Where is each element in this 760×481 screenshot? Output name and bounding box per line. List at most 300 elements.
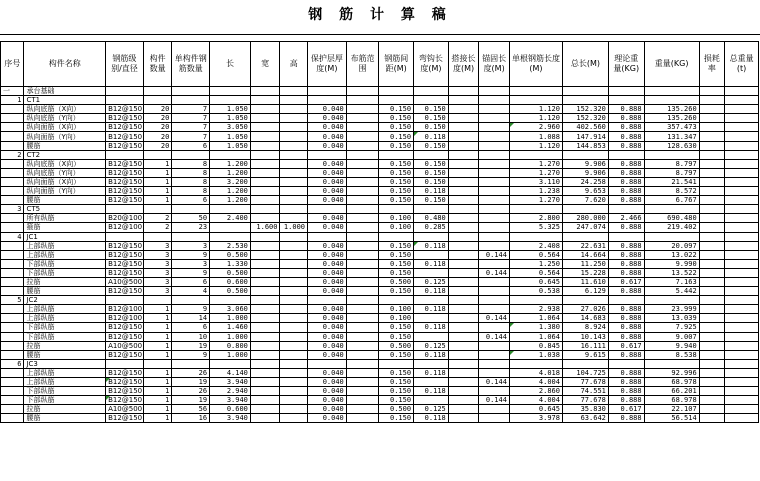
column-header: 高	[280, 42, 308, 87]
table-cell	[509, 296, 562, 305]
table-cell	[106, 205, 144, 214]
table-cell	[479, 87, 510, 96]
table-cell	[346, 250, 379, 259]
table-cell	[250, 241, 280, 250]
table-cell: 0.617	[608, 405, 644, 414]
table-cell	[250, 287, 280, 296]
table-cell: 1	[143, 387, 172, 396]
table-cell	[346, 187, 379, 196]
table-cell: 8.924	[562, 323, 608, 332]
table-cell	[379, 205, 414, 214]
table-cell	[479, 368, 510, 377]
table-row	[1, 277, 759, 286]
table-cell: 1.050	[210, 132, 251, 141]
table-cell	[106, 96, 144, 105]
table-cell: 0.150	[379, 323, 414, 332]
table-cell: 纵向面筋（X向）	[24, 123, 106, 132]
table-cell	[448, 168, 479, 177]
table-cell	[608, 150, 644, 159]
table-cell: 0.040	[308, 168, 347, 177]
table-cell: 0.118	[414, 132, 449, 141]
table-cell: 27.026	[562, 305, 608, 314]
table-cell	[725, 187, 759, 196]
table-cell	[479, 132, 510, 141]
table-cell	[250, 296, 280, 305]
table-cell	[725, 323, 759, 332]
table-cell: 26	[172, 368, 210, 377]
table-cell: 1.200	[210, 187, 251, 196]
table-cell: 23	[172, 223, 210, 232]
table-cell: 0.150	[379, 378, 414, 387]
table-cell: 4	[172, 287, 210, 296]
table-cell	[250, 87, 280, 96]
table-row	[1, 114, 759, 123]
table-cell	[699, 268, 725, 277]
table-cell	[172, 150, 210, 159]
table-cell	[699, 287, 725, 296]
table-cell	[725, 250, 759, 259]
table-cell	[699, 223, 725, 232]
table-cell: 8.572	[644, 187, 699, 196]
table-cell	[479, 223, 510, 232]
table-row	[1, 187, 759, 196]
table-cell	[448, 296, 479, 305]
column-header: 宽	[250, 42, 280, 87]
table-cell	[699, 405, 725, 414]
table-cell: 0.150	[379, 250, 414, 259]
table-cell: 1.380	[509, 323, 562, 332]
table-cell	[479, 359, 510, 368]
table-cell	[479, 105, 510, 114]
table-cell: 上部纵筋	[24, 241, 106, 250]
table-cell	[725, 214, 759, 223]
table-cell	[644, 87, 699, 96]
rebar-calc-table	[0, 41, 759, 423]
table-cell	[699, 132, 725, 141]
table-cell	[479, 187, 510, 196]
table-cell	[699, 150, 725, 159]
table-cell	[250, 105, 280, 114]
table-cell	[699, 341, 725, 350]
table-cell	[346, 214, 379, 223]
table-cell: 56	[172, 405, 210, 414]
table-cell: 0.150	[379, 187, 414, 196]
table-cell: 1	[143, 378, 172, 387]
table-cell: 2.940	[210, 387, 251, 396]
table-cell	[448, 259, 479, 268]
table-cell	[250, 196, 280, 205]
table-cell: 0.500	[379, 341, 414, 350]
table-cell	[250, 141, 280, 150]
table-cell	[172, 205, 210, 214]
table-cell	[172, 87, 210, 96]
table-cell	[250, 359, 280, 368]
table-cell: A10@500	[106, 277, 144, 286]
table-cell: 0.118	[414, 350, 449, 359]
table-cell	[479, 296, 510, 305]
table-cell	[172, 232, 210, 241]
table-cell: 9	[172, 305, 210, 314]
table-cell	[346, 196, 379, 205]
column-header: 单根钢筋长度(M)	[509, 42, 562, 87]
table-cell	[448, 378, 479, 387]
table-cell: 0.040	[308, 177, 347, 186]
table-cell: B12@150	[106, 141, 144, 150]
table-cell	[448, 268, 479, 277]
table-cell: 1.460	[210, 323, 251, 332]
table-cell: 8	[172, 159, 210, 168]
table-cell	[562, 150, 608, 159]
table-cell: 0.888	[608, 287, 644, 296]
table-cell: 19	[172, 341, 210, 350]
table-cell	[280, 114, 308, 123]
table-cell: 9.007	[644, 332, 699, 341]
table-cell: 所有纵筋	[24, 214, 106, 223]
table-cell: B12@150	[106, 332, 144, 341]
table-cell	[448, 205, 479, 214]
table-cell	[725, 123, 759, 132]
table-cell: 219.402	[644, 223, 699, 232]
table-cell	[346, 141, 379, 150]
table-cell	[1, 123, 24, 132]
table-cell: 纵向底筋（Y向）	[24, 114, 106, 123]
table-cell	[1, 368, 24, 377]
table-cell	[250, 414, 280, 423]
table-cell: 下部纵筋	[24, 268, 106, 277]
table-cell: 0.888	[608, 196, 644, 205]
table-cell: 1	[143, 350, 172, 359]
table-row	[1, 177, 759, 186]
table-cell: 1	[143, 314, 172, 323]
table-cell: 1.330	[210, 259, 251, 268]
table-cell	[479, 177, 510, 186]
table-cell: 3	[143, 268, 172, 277]
table-cell	[210, 150, 251, 159]
table-cell	[699, 323, 725, 332]
table-cell	[448, 232, 479, 241]
table-cell: 68.978	[644, 396, 699, 405]
table-cell	[448, 414, 479, 423]
table-cell: 0.888	[608, 250, 644, 259]
table-cell: 1.270	[509, 168, 562, 177]
table-cell: 0.150	[379, 268, 414, 277]
table-cell: 147.914	[562, 132, 608, 141]
table-cell	[308, 359, 347, 368]
column-header: 损耗率	[699, 42, 725, 87]
table-cell: 0.500	[379, 405, 414, 414]
table-cell	[509, 96, 562, 105]
table-cell: 14.683	[562, 314, 608, 323]
table-cell: JC1	[24, 232, 106, 241]
table-cell: 0.118	[414, 287, 449, 296]
table-cell	[699, 396, 725, 405]
table-cell: 0.040	[308, 314, 347, 323]
table-cell	[280, 314, 308, 323]
table-cell	[308, 296, 347, 305]
table-cell	[644, 96, 699, 105]
table-cell	[448, 96, 479, 105]
table-cell: B12@150	[106, 387, 144, 396]
table-cell	[308, 87, 347, 96]
table-cell	[346, 241, 379, 250]
table-cell: 下部纵筋	[24, 387, 106, 396]
table-cell	[346, 305, 379, 314]
table-cell: 1.200	[210, 168, 251, 177]
table-cell	[379, 296, 414, 305]
table-cell	[562, 296, 608, 305]
table-cell	[250, 168, 280, 177]
table-cell: 9.990	[644, 259, 699, 268]
column-header: 构件名称	[24, 42, 106, 87]
table-cell: 0.845	[509, 341, 562, 350]
table-cell	[346, 277, 379, 286]
table-cell	[608, 232, 644, 241]
table-cell: 0.040	[308, 105, 347, 114]
table-cell	[172, 96, 210, 105]
table-cell	[448, 314, 479, 323]
table-cell	[699, 250, 725, 259]
table-cell: 0.645	[509, 277, 562, 286]
table-cell: 2.860	[509, 387, 562, 396]
table-cell	[725, 405, 759, 414]
table-cell	[644, 205, 699, 214]
table-cell: 1.050	[210, 105, 251, 114]
table-cell: 拉筋	[24, 341, 106, 350]
table-cell: 0.888	[608, 387, 644, 396]
table-cell	[699, 414, 725, 423]
table-cell	[379, 232, 414, 241]
table-cell	[250, 232, 280, 241]
table-cell	[448, 396, 479, 405]
table-cell	[414, 296, 449, 305]
table-cell: 4.018	[509, 368, 562, 377]
table-row	[1, 123, 759, 132]
table-cell: 1.000	[210, 332, 251, 341]
table-cell	[699, 105, 725, 114]
table-cell	[250, 277, 280, 286]
table-cell: 0.888	[608, 396, 644, 405]
table-cell: 0.125	[414, 341, 449, 350]
table-cell	[280, 132, 308, 141]
table-cell: 0.645	[509, 405, 562, 414]
table-cell: 9	[172, 350, 210, 359]
table-cell: 5.442	[644, 287, 699, 296]
table-cell: 7	[172, 105, 210, 114]
table-cell: 腰筋	[24, 414, 106, 423]
table-cell	[346, 323, 379, 332]
table-cell	[250, 323, 280, 332]
table-cell: B12@150	[106, 259, 144, 268]
table-cell: 13.022	[644, 250, 699, 259]
table-cell	[725, 359, 759, 368]
table-cell	[106, 87, 144, 96]
table-cell: 1.238	[509, 187, 562, 196]
table-cell	[509, 87, 562, 96]
table-cell	[479, 150, 510, 159]
table-cell	[479, 141, 510, 150]
table-cell: B12@150	[106, 159, 144, 168]
table-cell: 20	[143, 114, 172, 123]
table-cell	[1, 250, 24, 259]
table-cell	[1, 105, 24, 114]
table-cell	[479, 414, 510, 423]
table-cell: 9.615	[562, 350, 608, 359]
table-cell	[725, 414, 759, 423]
table-cell	[725, 305, 759, 314]
table-cell: 1	[143, 196, 172, 205]
table-cell: 1.600	[250, 223, 280, 232]
column-header: 序号	[1, 42, 24, 87]
table-cell: 16	[172, 414, 210, 423]
table-cell	[250, 250, 280, 259]
table-row	[1, 205, 759, 214]
table-cell	[448, 241, 479, 250]
table-cell: 10	[172, 332, 210, 341]
table-cell: 腰筋	[24, 196, 106, 205]
table-row	[1, 268, 759, 277]
table-cell: 16.111	[562, 341, 608, 350]
table-cell: 0.888	[608, 378, 644, 387]
table-cell	[448, 323, 479, 332]
table-cell	[280, 359, 308, 368]
table-cell	[725, 168, 759, 177]
table-cell	[280, 396, 308, 405]
table-cell: 74.551	[562, 387, 608, 396]
table-cell	[1, 341, 24, 350]
table-cell	[346, 232, 379, 241]
table-cell	[308, 205, 347, 214]
sheet-title: 钢 筋 计 算 稿	[308, 7, 452, 23]
table-cell: 0.040	[308, 259, 347, 268]
table-cell	[509, 232, 562, 241]
table-cell: 0.100	[379, 314, 414, 323]
table-cell: 14.664	[562, 250, 608, 259]
table-cell: 3.110	[509, 177, 562, 186]
table-cell	[725, 159, 759, 168]
table-cell: 3.940	[210, 378, 251, 387]
table-cell: 0.888	[608, 332, 644, 341]
table-cell: 0.118	[414, 259, 449, 268]
table-cell	[414, 314, 449, 323]
table-cell	[414, 205, 449, 214]
table-cell: 0.150	[414, 168, 449, 177]
table-cell: 0.888	[608, 132, 644, 141]
table-cell: 4.004	[509, 396, 562, 405]
table-cell	[479, 287, 510, 296]
table-cell: 0.040	[308, 241, 347, 250]
table-cell: 0.564	[509, 250, 562, 259]
table-cell: 0.150	[379, 177, 414, 186]
table-row	[1, 141, 759, 150]
table-cell: 0.888	[608, 414, 644, 423]
table-cell: 0.150	[379, 241, 414, 250]
table-row	[1, 214, 759, 223]
table-cell	[210, 359, 251, 368]
table-cell	[280, 296, 308, 305]
table-cell: 腰筋	[24, 141, 106, 150]
table-cell	[699, 232, 725, 241]
table-cell	[280, 277, 308, 286]
table-cell: 0.480	[414, 214, 449, 223]
table-cell: 152.320	[562, 105, 608, 114]
table-cell: 66.201	[644, 387, 699, 396]
table-cell	[379, 359, 414, 368]
table-row	[1, 241, 759, 250]
table-cell	[346, 96, 379, 105]
table-cell	[725, 96, 759, 105]
table-cell: 56.514	[644, 414, 699, 423]
table-cell: 135.260	[644, 105, 699, 114]
table-cell	[644, 232, 699, 241]
table-cell: 上部纵筋	[24, 378, 106, 387]
table-cell	[608, 205, 644, 214]
table-cell	[250, 177, 280, 186]
table-cell	[699, 177, 725, 186]
table-cell	[479, 159, 510, 168]
table-cell: 690.480	[644, 214, 699, 223]
table-cell: B20@100	[106, 214, 144, 223]
table-cell	[1, 159, 24, 168]
table-cell	[509, 359, 562, 368]
table-cell	[346, 359, 379, 368]
table-cell	[346, 205, 379, 214]
table-cell: 21.541	[644, 177, 699, 186]
table-cell	[346, 105, 379, 114]
table-cell: 0.538	[509, 287, 562, 296]
table-cell	[346, 332, 379, 341]
table-cell	[346, 123, 379, 132]
table-cell	[448, 105, 479, 114]
table-cell: 7.925	[644, 323, 699, 332]
table-cell	[280, 323, 308, 332]
table-cell	[699, 350, 725, 359]
table-cell: B12@150	[106, 250, 144, 259]
table-cell: 上部纵筋	[24, 314, 106, 323]
table-cell	[562, 96, 608, 105]
table-cell: 0.150	[414, 105, 449, 114]
table-row	[1, 387, 759, 396]
table-cell: B12@150	[106, 287, 144, 296]
table-cell: 0.040	[308, 405, 347, 414]
table-cell	[1, 241, 24, 250]
table-cell	[280, 241, 308, 250]
table-cell	[143, 205, 172, 214]
table-cell	[308, 150, 347, 159]
table-cell: 0.040	[308, 223, 347, 232]
table-cell	[562, 359, 608, 368]
table-cell: 0.040	[308, 187, 347, 196]
table-cell	[346, 287, 379, 296]
table-cell: 1.064	[509, 314, 562, 323]
table-cell	[280, 350, 308, 359]
table-row	[1, 150, 759, 159]
table-cell: 0.040	[308, 114, 347, 123]
table-cell: 0.040	[308, 214, 347, 223]
table-cell: 0.118	[414, 387, 449, 396]
table-cell: 0.040	[308, 123, 347, 132]
table-cell: 3	[143, 241, 172, 250]
table-cell	[699, 87, 725, 96]
table-cell: 0.888	[608, 187, 644, 196]
table-cell: 0.040	[308, 268, 347, 277]
table-cell	[448, 341, 479, 350]
table-cell: 0.100	[379, 305, 414, 314]
table-cell	[280, 105, 308, 114]
table-cell: B12@150	[106, 187, 144, 196]
table-cell: 下部纵筋	[24, 332, 106, 341]
table-cell	[250, 268, 280, 277]
table-cell: B12@150	[106, 132, 144, 141]
